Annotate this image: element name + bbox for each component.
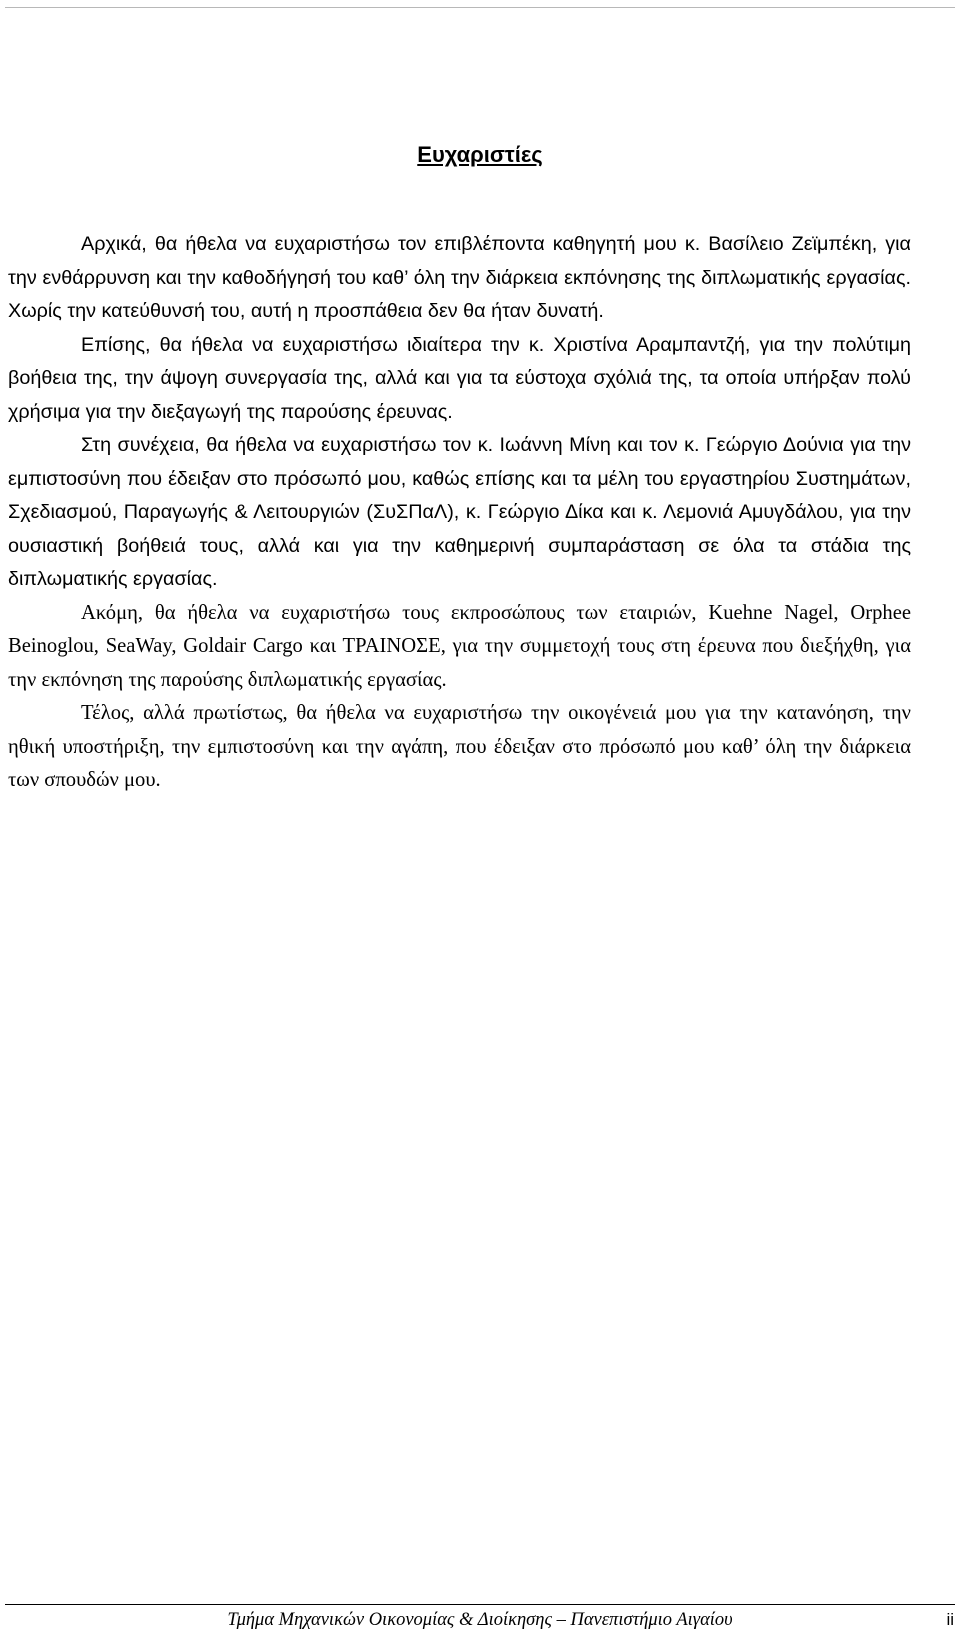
paragraph-supervisor: Αρχικά, θα ήθελα να ευχαριστήσω τον επιβλέποντα καθηγητή μου κ. Βασίλειο Ζεϊμπέκη, για την ενθάρρυνση και την καθοδήγησή του καθ’ όλη την διάρκεια εκπόνησης της διπλωματικής εργασίας. Χωρίς την κατεύθυνσή του, αυτή η προσπάθεια δεν θα ήταν δυνατή. [8, 233, 911, 322]
paragraph-family: Τέλος, αλλά πρωτίστως, θα ήθελα να ευχαριστήσω την οικογένειά μου για την κατανόηση, την ηθική υποστήριξη, την εμπιστοσύνη και την αγάπη, που έδειξαν στο πρόσωπό μου καθ’ όλη την διάρκεια των σπουδών μου. [8, 702, 911, 791]
footer-department: Τμήμα Μηχανικών Οικονομίας & Διοίκησης – Πανεπιστήμιο Αιγαίου [227, 1610, 733, 1630]
paragraph-companies: Ακόμη, θα ήθελα να ευχαριστήσω τους εκπροσώπους των εταιριών, Kuehne Nagel, Orphee Beinoglou, SeaWay, Goldair Cargo και ΤΡΑΙΝΟΣΕ, για την συμμετοχή τους στη έρευνα που διεξήχθη, για την εκπόνηση της παρούσης διπλωματικής εργασίας. [8, 601, 911, 691]
page-number: ii [946, 1610, 954, 1629]
paragraph-lab-members: Στη συνέχεια, θα ήθελα να ευχαριστήσω τον κ. Ιωάννη Μίνη και τον κ. Γεώργιο Δούνια για την εμπιστοσύνη που έδειξαν στο πρόσωπό μου, καθώς επίσης και τα μέλη του εργαστηρίου Συστημάτων, Σχεδιασμού, Παραγωγής & Λειτουργιών (ΣυΣΠαΛ), κ. Γεώργιο Δίκα και κ. Λεμονιά Αμυγδάλου, για την ουσιαστική βοήθειά τους, αλλά και για την καθημερινή συμπαράσταση σε όλα τα στάδια της διπλωματικής εργασίας. [8, 434, 911, 590]
paragraph-assistant: Επίσης, θα ήθελα να ευχαριστήσω ιδιαίτερα την κ. Χριστίνα Αραμπαντζή, για την πολύτιμη βοήθεια της, την άψογη συνεργασία της, αλλά και για τα εύστοχα σχόλιά της, τα οποία υπήρξαν πολύ χρήσιμα για την διεξαγωγή της παρούσης έρευνας. [8, 333, 911, 423]
footer-rule [5, 1604, 955, 1605]
acknowledgements-body [8, 228, 911, 798]
page-title: Ευχαριστίες [417, 142, 543, 167]
header-rule [5, 7, 955, 8]
